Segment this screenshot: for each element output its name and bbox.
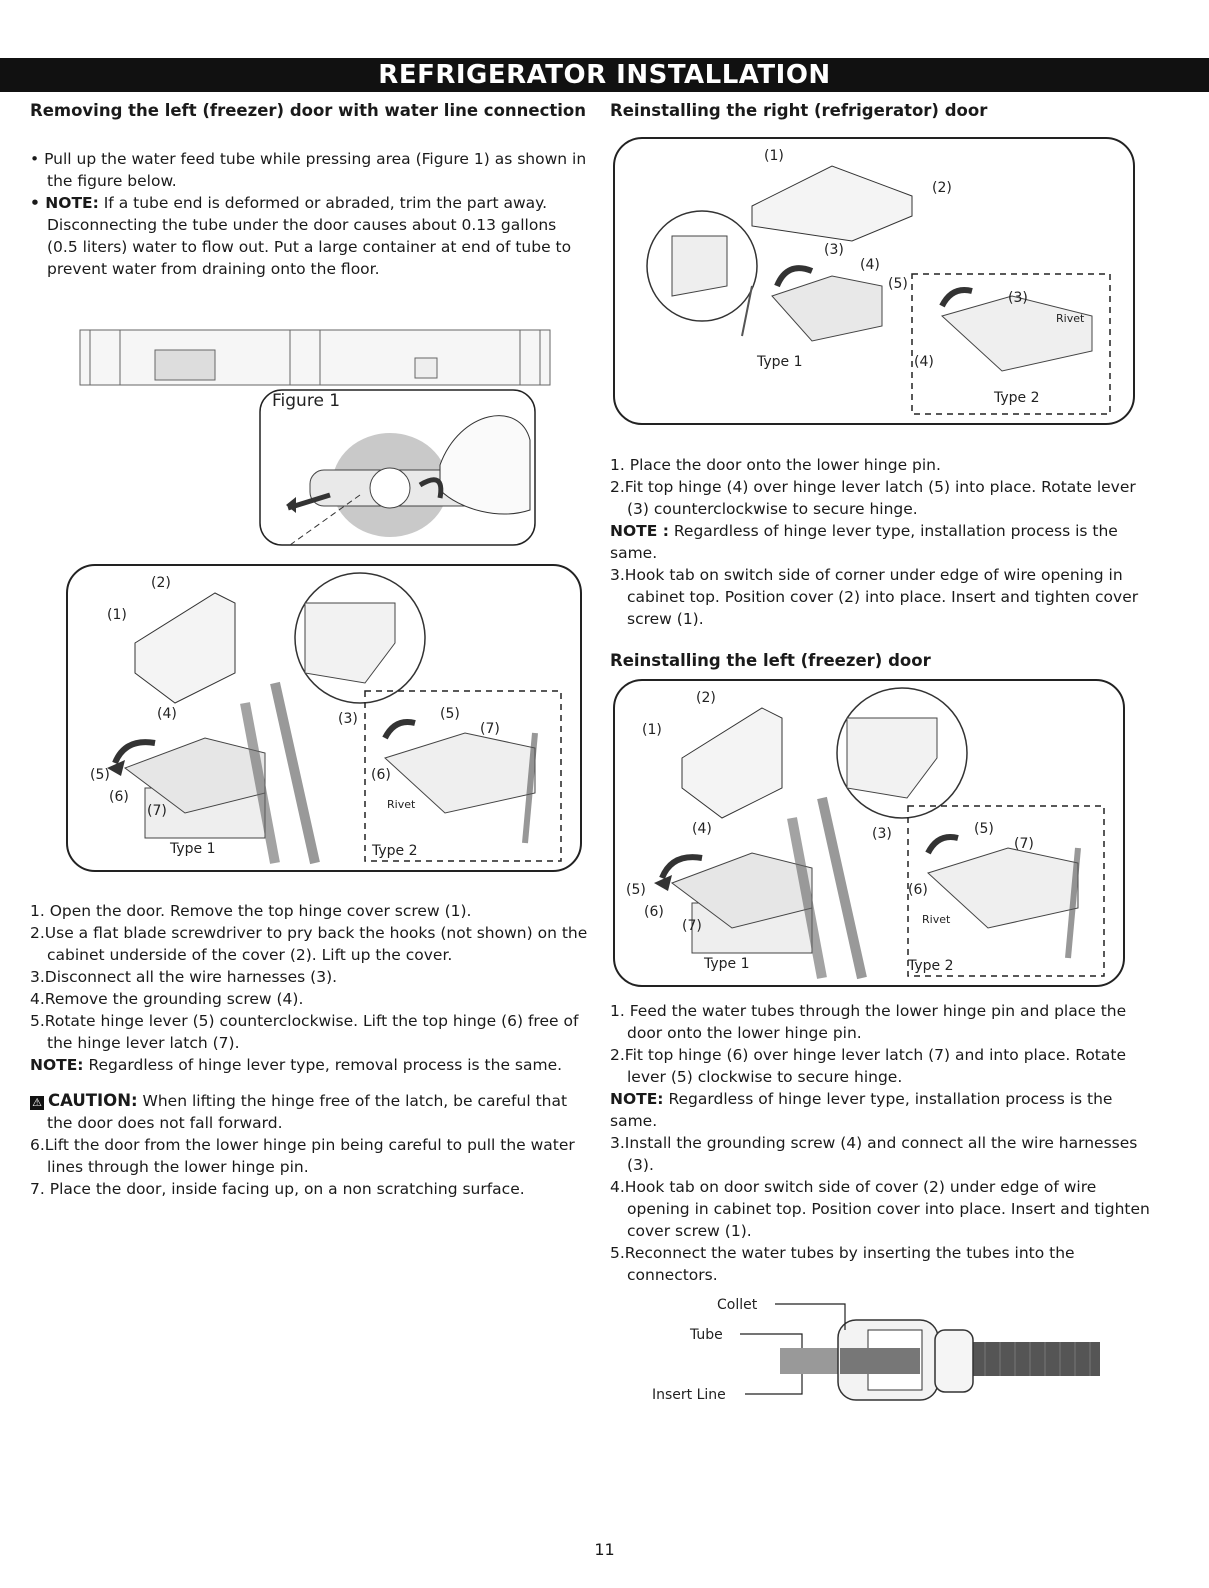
right-step-3: 3.Hook tab on switch side of corner under edge of wire opening in cabinet top. Position cover (2) into place. Insert and tighten cover screw (1). — [610, 566, 1139, 628]
right-heading-2: Reinstalling the left (freezer) door — [610, 651, 931, 670]
left-step-7: 7. Place the door, inside facing up, on a non scratching surface. — [30, 1180, 525, 1198]
right-step-1: 1. Place the door onto the lower hinge pin. — [610, 456, 941, 474]
right-fig-label-4: (4) — [860, 257, 880, 273]
bullet-2-label: • NOTE: — [30, 194, 99, 212]
right-fig-label-1: (1) — [764, 148, 784, 164]
page-header-title: REFRIGERATOR INSTALLATION — [378, 60, 831, 90]
right-note-1-text: Regardless of hinge lever type, installation process is the same. — [610, 522, 1118, 562]
left-note-text: Regardless of hinge lever type, removal process is the same. — [83, 1056, 563, 1074]
right-fig-inset-label-3: (3) — [1008, 290, 1028, 306]
caution-label: CAUTION: — [48, 1091, 138, 1110]
left-fig-label-2: (2) — [151, 575, 171, 591]
left-fig-label-5: (5) — [90, 767, 110, 783]
freezer-fig-type-1: Type 1 — [704, 956, 750, 972]
freezer-step-2: 2.Fit top hinge (6) over hinge lever latch (7) and into place. Rotate lever (5) clockwise to secure hinge. — [610, 1046, 1126, 1086]
left-fig-label-1: (1) — [107, 607, 127, 623]
left-fig-type-2: Type 2 — [372, 843, 418, 859]
freezer-step-1: 1. Feed the water tubes through the lower hinge pin and place the door onto the lower hinge pin. — [610, 1002, 1127, 1042]
left-fig-label-6: (6) — [109, 789, 129, 805]
insert-line-label: Insert Line — [652, 1387, 726, 1403]
left-fig-label-4: (4) — [157, 706, 177, 722]
freezer-fig-label-4: (4) — [692, 821, 712, 837]
left-fig-inset-label-5: (5) — [440, 706, 460, 722]
freezer-fig-inset-label-5: (5) — [974, 821, 994, 837]
left-step-4: 4.Remove the grounding screw (4). — [30, 990, 304, 1008]
right-note-1 — [610, 520, 1150, 564]
right-fig-type-2: Type 2 — [994, 390, 1040, 406]
left-step-1: 1. Open the door. Remove the top hinge cover screw (1). — [30, 902, 472, 920]
caution-paragraph — [30, 1090, 592, 1134]
bullet-1: • Pull up the water feed tube while pressing area (Figure 1) as shown in the figure below. — [30, 150, 587, 190]
right-note-2-label: NOTE: — [610, 1090, 664, 1108]
freezer-step-5: 5.Reconnect the water tubes by inserting the tubes into the connectors. — [610, 1244, 1075, 1284]
left-fig-inset-label-6: (6) — [371, 767, 391, 783]
left-fig-label-3: (3) — [338, 711, 358, 727]
right-note-2-text: Regardless of hinge lever type, installation process is the same. — [610, 1090, 1113, 1130]
right-note-2 — [610, 1088, 1150, 1132]
right-heading-2-wrap — [610, 650, 1150, 672]
left-step-6: 6.Lift the door from the lower hinge pin being careful to pull the water lines through the lower hinge pin. — [30, 1136, 575, 1176]
left-column-intro — [30, 100, 590, 280]
page-number: 11 — [594, 1540, 615, 1559]
right-heading-1: Reinstalling the right (refrigerator) door — [610, 101, 988, 120]
page-header-banner — [0, 58, 1209, 92]
right-fig-inset-label-4: (4) — [914, 354, 934, 370]
right-fig-label-3: (3) — [824, 242, 844, 258]
caution-text: When lifting the hinge free of the latch, be careful that the door does not fall forward. — [47, 1092, 568, 1132]
left-heading: Removing the left (freezer) door with water line connection — [30, 101, 586, 120]
right-fig-label-2: (2) — [932, 180, 952, 196]
right-door-hinge-figure — [612, 136, 1138, 428]
freezer-fig-label-2: (2) — [696, 690, 716, 706]
right-step-2: 2.Fit top hinge (4) over hinge lever latch (5) into place. Rotate lever (3) counterclockwise to secure hinge. — [610, 478, 1136, 518]
left-fig-type-1: Type 1 — [170, 841, 216, 857]
left-hinge-figure — [65, 563, 585, 875]
bullet-2-text: If a tube end is deformed or abraded, trim the part away. Disconnecting the tube under the door causes about 0.13 gallons (0.5 liters) water to flow out. Put a large container at end of tube to prevent water from draining onto the floor. — [47, 194, 572, 278]
right-fig-label-5: (5) — [888, 276, 908, 292]
freezer-fig-label-7: (7) — [682, 918, 702, 934]
left-step-2: 2.Use a flat blade screwdriver to pry back the hooks (not shown) on the cabinet underside of the cover (2). Lift up the cover. — [30, 924, 588, 964]
tube-label: Tube — [690, 1327, 723, 1343]
left-step-3: 3.Disconnect all the wire harnesses (3). — [30, 968, 338, 986]
freezer-fig-inset-label-7: (7) — [1014, 836, 1034, 852]
bullet-2 — [30, 192, 590, 280]
tube-connector-diagram — [640, 1290, 1110, 1425]
figure-1-illustration — [60, 320, 580, 550]
freezer-fig-inset-label-6: (6) — [908, 882, 928, 898]
right-note-1-label: NOTE : — [610, 522, 669, 540]
collet-label: Collet — [717, 1297, 758, 1313]
freezer-fig-label-1: (1) — [642, 722, 662, 738]
left-fig-inset-label-7: (7) — [480, 721, 500, 737]
freezer-door-hinge-figure — [612, 678, 1128, 990]
left-column-steps — [30, 900, 592, 1200]
freezer-fig-label-5: (5) — [626, 882, 646, 898]
freezer-fig-label-6: (6) — [644, 904, 664, 920]
right-fig-rivet-label: Rivet — [1056, 312, 1085, 325]
left-fig-label-7: (7) — [147, 803, 167, 819]
freezer-step-3: 3.Install the grounding screw (4) and connect all the wire harnesses (3). — [610, 1134, 1138, 1174]
figure-1-label: Figure 1 — [272, 391, 341, 411]
right-steps-2 — [610, 1000, 1150, 1286]
warning-icon: ⚠ — [30, 1096, 44, 1110]
right-fig-type-1: Type 1 — [757, 354, 803, 370]
left-note-label: NOTE: — [30, 1056, 84, 1074]
freezer-fig-type-2: Type 2 — [908, 958, 954, 974]
freezer-step-4: 4.Hook tab on door switch side of cover (2) under edge of wire opening in cabinet top. Position cover into place. Insert and tighten cover screw (1). — [610, 1178, 1150, 1240]
freezer-fig-label-3: (3) — [872, 826, 892, 842]
right-heading-1-wrap — [610, 100, 1150, 122]
left-note — [30, 1054, 592, 1076]
left-step-5: 5.Rotate hinge lever (5) counterclockwise. Lift the top hinge (6) free of the hinge lever latch (7). — [30, 1012, 579, 1052]
left-fig-rivet-label: Rivet — [387, 798, 416, 811]
right-steps-1 — [610, 454, 1150, 630]
freezer-fig-rivet-label: Rivet — [922, 913, 951, 926]
